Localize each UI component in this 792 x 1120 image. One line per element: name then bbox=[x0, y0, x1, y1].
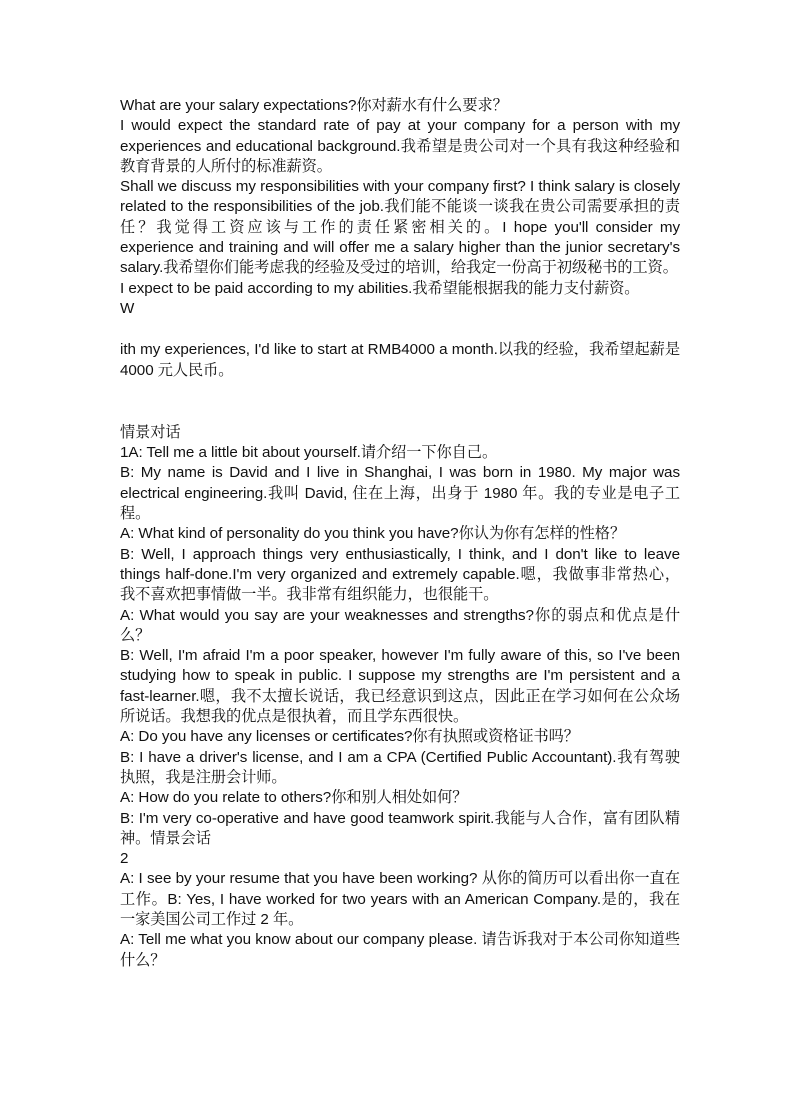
document-page bbox=[120, 96, 680, 971]
salary-answer-standard-rate: I would expect the standard rate of pay at your company for a person with my experiences and educational background.我希望是贵公司对一个具有我这种经验和教育背景的人所付的标准薪资。 bbox=[120, 117, 680, 175]
dialog-line: A: Tell me what you know about our company please. 请告诉我对于本公司你知道些什么？ bbox=[120, 931, 680, 969]
salary-answer-abilities: I expect to be paid according to my abilities.我希望能根据我的能力支付薪资。 bbox=[120, 279, 640, 297]
dialog-line: 1A: Tell me a little bit about yourself.请介绍一下你自己。 bbox=[120, 444, 498, 462]
salary-question: What are your salary expectations?你对薪水有什么要求？ bbox=[120, 97, 508, 114]
salary-answer-responsibilities: Shall we discuss my responsibilities with your company first? I think salary is closely related to the responsibilities of the job.我们能不能谈一谈我在贵公司需要承担的责任？我觉得工资应该与工作的责任紧密相关的。I hope you'll consider my experience and training and will offer me a salary higher than the junior secretary's salary.我希望你们能考虑我的经验及受过的培训，给我定一份高于初级秘书的工资。 bbox=[120, 178, 680, 277]
dialog-line: B: Well, I'm afraid I'm a poor speaker, however I'm fully aware of this, so I've been studying how to speak in public. I suppose my strengths are I'm persistent and a fast-learner.嗯，我不太擅长说话，我已经意识到这点，因此正在学习如何在公众场所说话。我想我的优点是很执着，而且学东西很快。 bbox=[120, 647, 680, 726]
dialog-line: A: I see by your resume that you have been working? 从你的简历可以看出你一直在工作。B: Yes, I have worked for two years with an American Company.是的，我在一家美国公司工作过 2 年。 bbox=[120, 870, 680, 928]
dialog-line: B: I have a driver's license, and I am a CPA (Certified Public Accountant).我有驾驶执照，我是注册会计师。 bbox=[120, 748, 680, 786]
dialog-line: A: What kind of personality do you think you have?你认为你有怎样的性格？ bbox=[120, 525, 626, 543]
dialog-line: A: What would you say are your weaknesses and strengths?你的弱点和优点是什么？ bbox=[120, 606, 680, 644]
dialog-line: A: Do you have any licenses or certificates?你有执照或资格证书吗？ bbox=[120, 728, 579, 746]
scenario-number: 2 bbox=[120, 850, 129, 868]
blank-space bbox=[120, 319, 680, 340]
salary-answer-fragment: W bbox=[120, 299, 135, 317]
blank-space bbox=[120, 381, 680, 423]
dialog-line: B: My name is David and I live in Shanghai, I was born in 1980. My major was electrical engineering.我叫 David, 住在上海，出身于 1980 年。我的专业是电子工程。 bbox=[120, 464, 680, 523]
dialog-line: A: How do you relate to others?你和别人相处如何？ bbox=[120, 789, 468, 807]
salary-answer-continued: ith my experiences, I'd like to start at RMB4000 a month.以我的经验，我希望起薪是 4000 元人民币。 bbox=[120, 341, 680, 379]
section-heading: 情景对话 bbox=[120, 423, 181, 441]
dialog-line: B: I'm very co-operative and have good teamwork spirit.我能与人合作，富有团队精神。情景会话 bbox=[120, 809, 680, 847]
dialog-line: B: Well, I approach things very enthusiastically, I think, and I don't like to leave things half-done.I'm very organized and extremely capable.嗯，我做事非常热心，我不喜欢把事情做一半。我非常有组织能力，也很能干。 bbox=[120, 545, 680, 604]
